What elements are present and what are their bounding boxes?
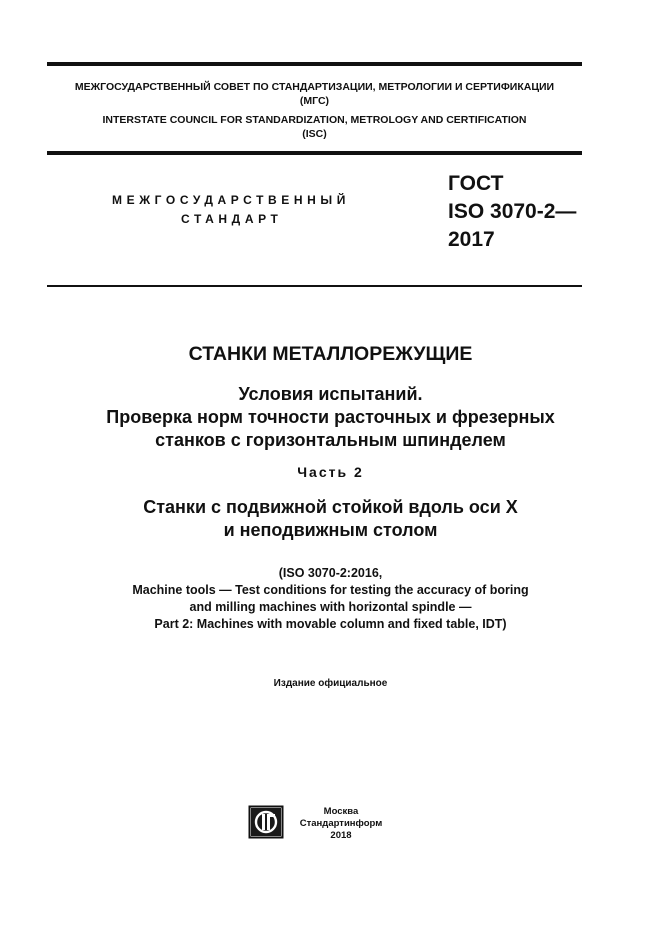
publisher-block [296,806,386,842]
iso-reference [0,565,661,633]
document-title: СТАНКИ МЕТАЛЛОРЕЖУЩИЕ [188,343,473,365]
part-label: Часть 2 [297,464,364,480]
council-ru-line: МЕЖГОСУДАРСТВЕННЫЙ СОВЕТ ПО СТАНДАРТИЗАЦИИ, МЕТРОЛОГИИ И СЕРТИФИКАЦИИ [74,81,555,93]
document-subtitle [0,383,661,452]
iso-reference-line2: Machine tools — Test conditions for testing the accuracy of boring [132,583,529,597]
subtitle-line2: Проверка норм точности расточных и фрезерных [106,407,555,427]
part-title-line1: Станки с подвижной стойкой вдоль оси X [143,497,518,517]
subtitle-line3: станков с горизонтальным шпинделем [155,430,506,450]
designation-rule [47,285,582,287]
designation-line1: ГОСТ [448,172,504,195]
iso-reference-line3: and milling machines with horizontal spindle — [189,600,472,614]
council-en-abbr: (ISC) [302,128,327,140]
standard-designation [448,170,576,254]
top-rule [47,62,582,66]
part-title [0,496,661,542]
subtitle-line1: Условия испытаний. [238,384,423,404]
standard-type-line2: СТАНДАРТ [181,212,283,226]
council-en-line: INTERSTATE COUNCIL FOR STANDARDIZATION, METROLOGY AND CERTIFICATION [102,114,527,126]
designation-line3: 2017 [448,228,495,251]
designation-line2: ISO 3070-2— [448,200,577,223]
edition-label: Издание официальное [273,678,388,689]
standard-type-line1: МЕЖГОСУДАРСТВЕННЫЙ [112,193,350,207]
council-ru-abbr: (МГС) [299,95,330,107]
part-title-line2: и неподвижным столом [223,520,438,540]
iso-reference-line4: Part 2: Machines with movable column and fixed table, IDT) [154,617,507,631]
publisher-year: 2018 [330,830,352,841]
publisher-city: Москва [323,806,359,817]
council-rule [47,151,582,155]
standartinform-logo-icon [248,805,284,839]
iso-reference-line1: (ISO 3070-2:2016, [278,566,383,580]
publisher-name: Стандартинформ [299,818,383,829]
council-header [47,80,582,141]
